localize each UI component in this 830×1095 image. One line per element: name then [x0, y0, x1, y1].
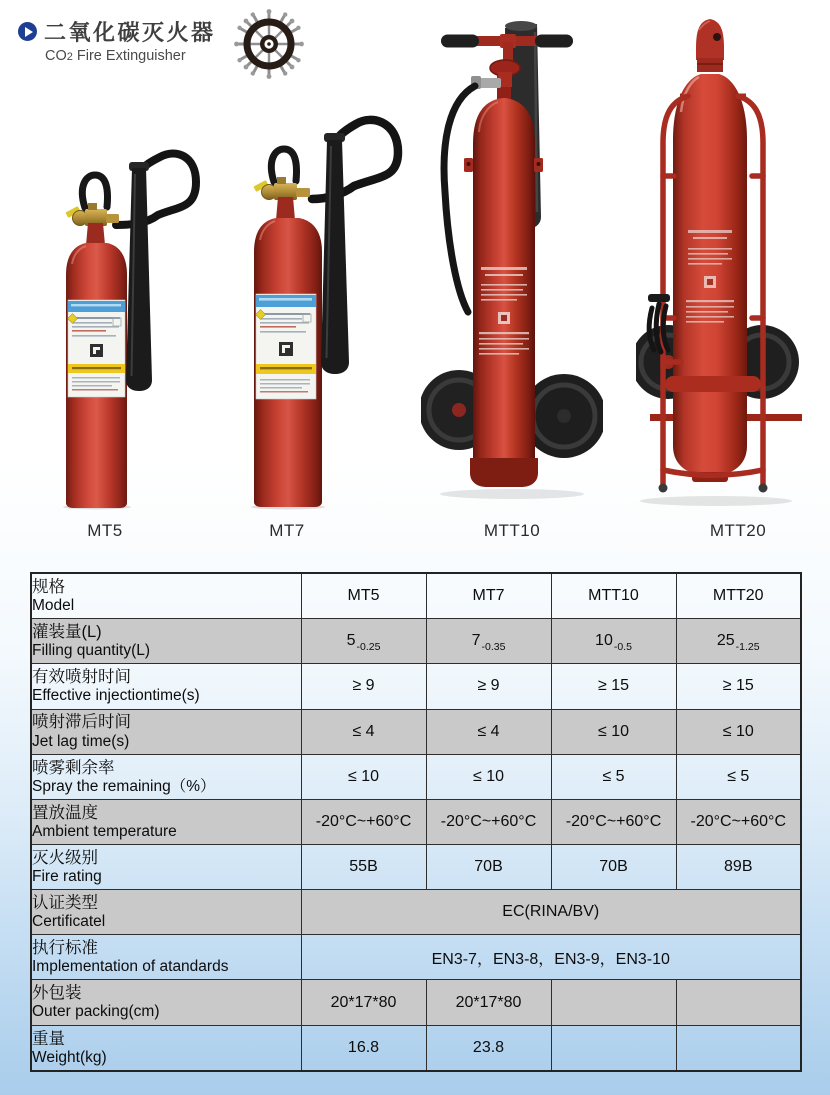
row-ambient-label: 置放温度 Ambient temperature [31, 799, 301, 844]
fire-rating-value: 70B [426, 845, 551, 890]
model-value: MTT20 [676, 573, 801, 619]
mt7-extinguisher-photo [212, 102, 408, 510]
injection-value: ≥ 9 [426, 664, 551, 709]
row-certificate [31, 890, 801, 935]
page-title-english: CO2 Fire Extinguisher [45, 48, 186, 64]
jetlag-value: ≤ 10 [676, 709, 801, 754]
fire-rating-value: 89B [676, 845, 801, 890]
row-fire-rating [31, 845, 801, 890]
ambient-value: -20°C~+60°C [301, 799, 426, 844]
product-label-mtt20: MTT20 [709, 521, 767, 540]
packing-value [551, 980, 676, 1025]
product-label-mt5: MT5 [87, 521, 123, 540]
injection-value: ≥ 15 [551, 664, 676, 709]
spray-value: ≤ 10 [301, 754, 426, 799]
row-standards [31, 935, 801, 980]
mtt20-extinguisher-photo [636, 8, 830, 512]
spec-table [30, 572, 802, 1072]
model-value: MTT10 [551, 573, 676, 619]
weight-value [551, 1025, 676, 1071]
row-filling [31, 619, 801, 664]
row-spray-label: 喷雾剩余率 Spray the remaining（%） [31, 754, 301, 799]
packing-value: 20*17*80 [426, 980, 551, 1025]
product-label-mtt10: MTT10 [483, 521, 541, 540]
fire-rating-value: 70B [551, 845, 676, 890]
mt5-extinguisher-photo [28, 112, 208, 510]
weight-value [676, 1025, 801, 1071]
spray-value: ≤ 5 [551, 754, 676, 799]
row-weight [31, 1025, 801, 1071]
row-weight-label: 重量 Weight(kg) [31, 1025, 301, 1071]
page-title-chinese: 二氧化碳灭火器 [44, 20, 216, 45]
weight-value: 16.8 [301, 1025, 426, 1071]
injection-value: ≥ 15 [676, 664, 801, 709]
row-filling-label: 灌装量(L) Filling quantity(L) [31, 619, 301, 664]
filling-value: $10_{-0.5}$ [551, 619, 676, 664]
ambient-value: -20°C~+60°C [676, 799, 801, 844]
row-packing [31, 980, 801, 1025]
play-icon [18, 22, 37, 41]
row-spray [31, 754, 801, 799]
row-model [31, 573, 801, 619]
fire-rating-value: 55B [301, 845, 426, 890]
row-injection-label: 有效喷射时间 Effective injectiontime(s) [31, 664, 301, 709]
row-injection [31, 664, 801, 709]
ship-wheel-logo [233, 8, 305, 80]
row-jetlag-label: 喷射滞后时间 Jet lag time(s) [31, 709, 301, 754]
product-label-mt7: MT7 [269, 521, 305, 540]
ambient-value: -20°C~+60°C [551, 799, 676, 844]
row-standards-label: 执行标准 Implementation of atandards [31, 935, 301, 980]
spray-value: ≤ 5 [676, 754, 801, 799]
model-value: MT5 [301, 573, 426, 619]
row-fire-rating-label: 灭火级别 Fire rating [31, 845, 301, 890]
spray-value: ≤ 10 [426, 754, 551, 799]
weight-value: 23.8 [426, 1025, 551, 1071]
jetlag-value: ≤ 4 [301, 709, 426, 754]
packing-value [676, 980, 801, 1025]
jetlag-value: ≤ 10 [551, 709, 676, 754]
filling-value: $7_{-0.35}$ [426, 619, 551, 664]
page-header [18, 16, 216, 64]
filling-value: $5_{-0.25}$ [301, 619, 426, 664]
row-ambient [31, 799, 801, 844]
row-packing-label: 外包装 Outer packing(cm) [31, 980, 301, 1025]
row-model-label: 规格 Model [31, 573, 301, 619]
certificate-value: EC(RINA/BV) [301, 890, 801, 935]
mtt10-extinguisher-photo [421, 12, 603, 512]
packing-value: 20*17*80 [301, 980, 426, 1025]
injection-value: ≥ 9 [301, 664, 426, 709]
jetlag-value: ≤ 4 [426, 709, 551, 754]
row-jetlag [31, 709, 801, 754]
model-value: MT7 [426, 573, 551, 619]
row-certificate-label: 认证类型 Certificatel [31, 890, 301, 935]
ambient-value: -20°C~+60°C [426, 799, 551, 844]
filling-value: $25_{-1.25}$ [676, 619, 801, 664]
standards-value: EN3-7，EN3-8，EN3-9，EN3-10 [301, 935, 801, 980]
